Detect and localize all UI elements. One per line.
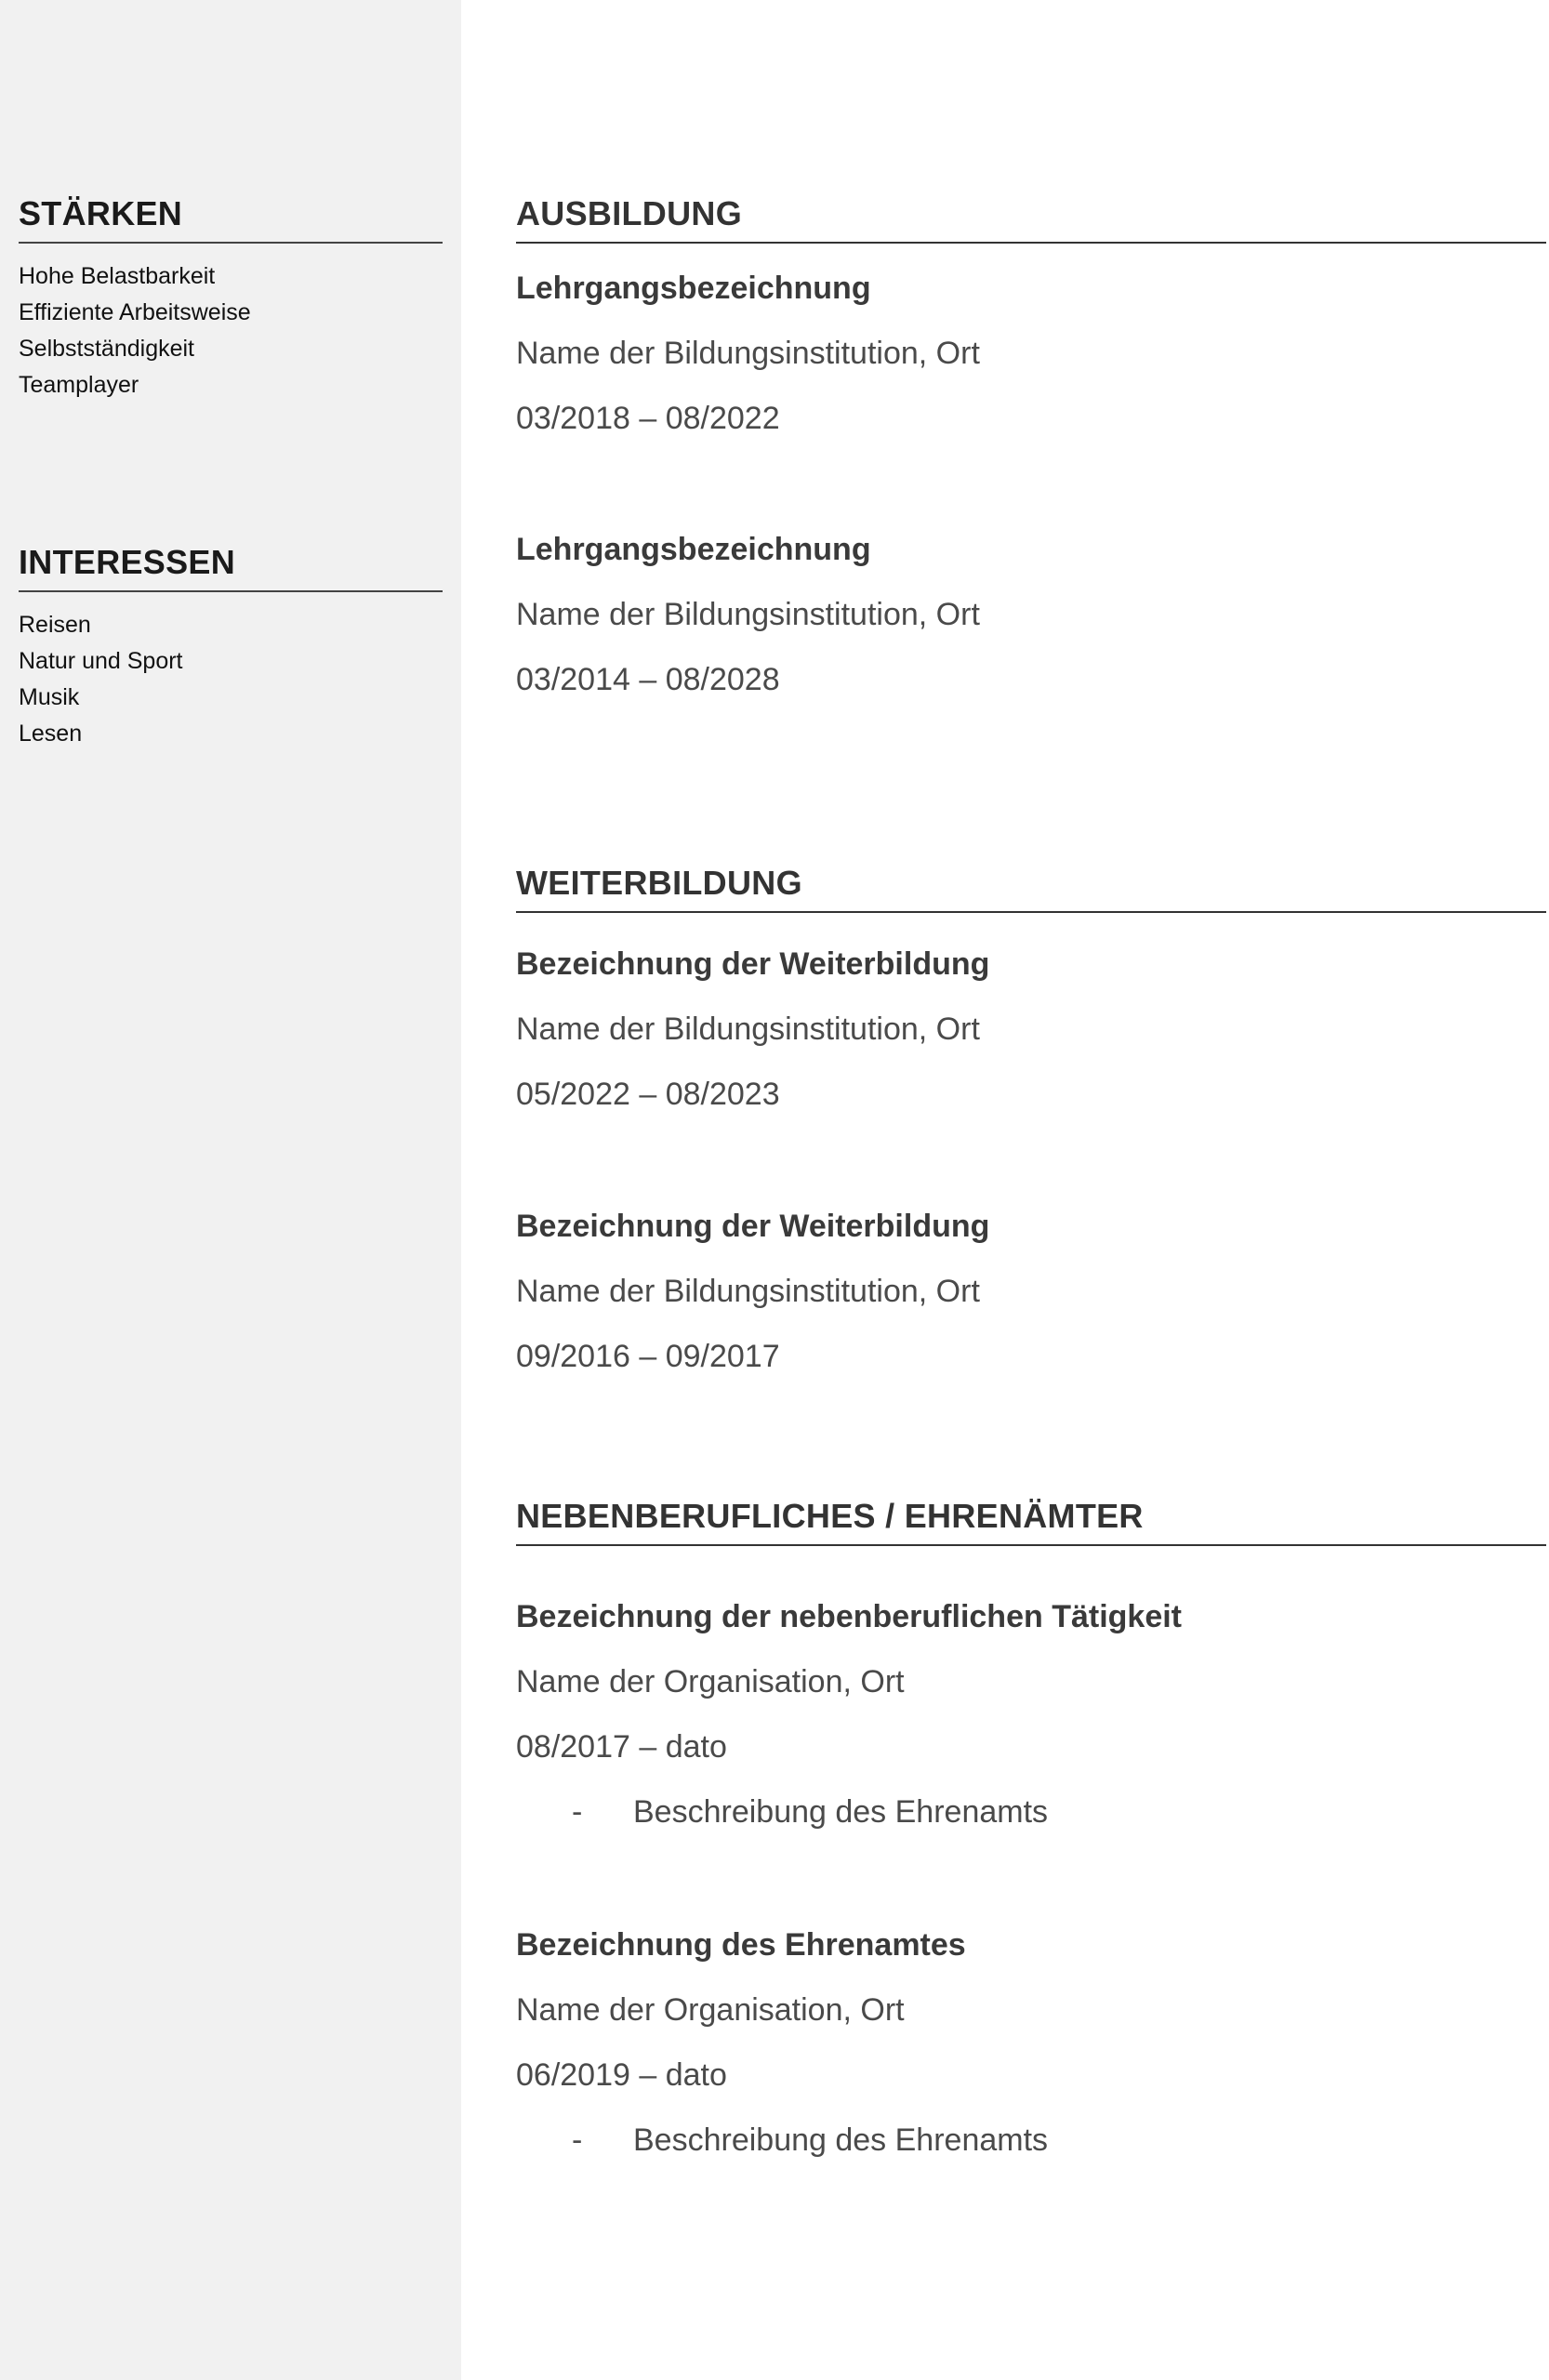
list-item: Reisen (19, 612, 91, 638)
list-item: Lesen (19, 721, 83, 747)
entry-title: Bezeichnung der nebenberuflichen Tätigkeit (516, 1599, 1182, 1634)
list-item: Selbstständigkeit (19, 336, 195, 362)
bullet-text: Beschreibung des Ehrenamts (633, 1794, 1049, 1830)
strengths-section (19, 192, 443, 403)
list-item: Hohe Belastbarkeit (19, 263, 216, 289)
entry-institution: Name der Bildungsinstitution, Ort (516, 1012, 980, 1047)
list-item: Teamplayer (19, 372, 139, 398)
list-item: Natur und Sport (19, 648, 183, 674)
interests-section (19, 540, 443, 752)
strengths-heading: STÄRKEN (19, 192, 443, 244)
volunteer-heading: NEBENBERUFLICHES / EHRENÄMTER (516, 1494, 1546, 1546)
volunteer-section (516, 1494, 1546, 1546)
education-entry (516, 527, 1546, 702)
entry-title: Bezeichnung der Weiterbildung (516, 1209, 990, 1244)
training-section (516, 861, 1546, 913)
volunteer-entry (516, 1923, 1546, 2162)
entry-organisation: Name der Organisation, Ort (516, 1664, 905, 1699)
entry-period: 06/2019 – dato (516, 2057, 727, 2093)
education-section (516, 192, 1546, 244)
entry-period: 08/2017 – dato (516, 1729, 727, 1765)
sidebar (0, 0, 461, 2380)
bullet-dash: - (572, 1794, 583, 1830)
entry-institution: Name der Bildungsinstitution, Ort (516, 597, 980, 632)
list-item: Effiziente Arbeitsweise (19, 299, 251, 325)
training-entry (516, 1204, 1546, 1379)
entry-title: Lehrgangsbezeichnung (516, 532, 871, 567)
volunteer-entry (516, 1594, 1546, 1834)
entry-title: Lehrgangsbezeichnung (516, 271, 871, 306)
education-heading: AUSBILDUNG (516, 192, 1546, 244)
entry-institution: Name der Bildungsinstitution, Ort (516, 336, 980, 371)
entry-organisation: Name der Organisation, Ort (516, 1992, 905, 2028)
entry-institution: Name der Bildungsinstitution, Ort (516, 1274, 980, 1309)
training-heading: WEITERBILDUNG (516, 861, 1546, 913)
interests-heading: INTERESSEN (19, 540, 443, 592)
training-entry (516, 942, 1546, 1117)
education-entry (516, 266, 1546, 441)
entry-bullet (516, 2118, 1546, 2162)
entry-period: 09/2016 – 09/2017 (516, 1339, 780, 1374)
entry-period: 03/2014 – 08/2028 (516, 662, 780, 697)
list-item: Musik (19, 684, 80, 710)
entry-bullet (516, 1790, 1546, 1834)
entry-period: 03/2018 – 08/2022 (516, 401, 780, 436)
bullet-dash: - (572, 2122, 583, 2158)
entry-title: Bezeichnung des Ehrenamtes (516, 1927, 966, 1963)
entry-title: Bezeichnung der Weiterbildung (516, 946, 990, 982)
entry-period: 05/2022 – 08/2023 (516, 1077, 780, 1112)
strengths-list (19, 258, 443, 403)
interests-list (19, 607, 443, 752)
bullet-text: Beschreibung des Ehrenamts (633, 2122, 1049, 2158)
